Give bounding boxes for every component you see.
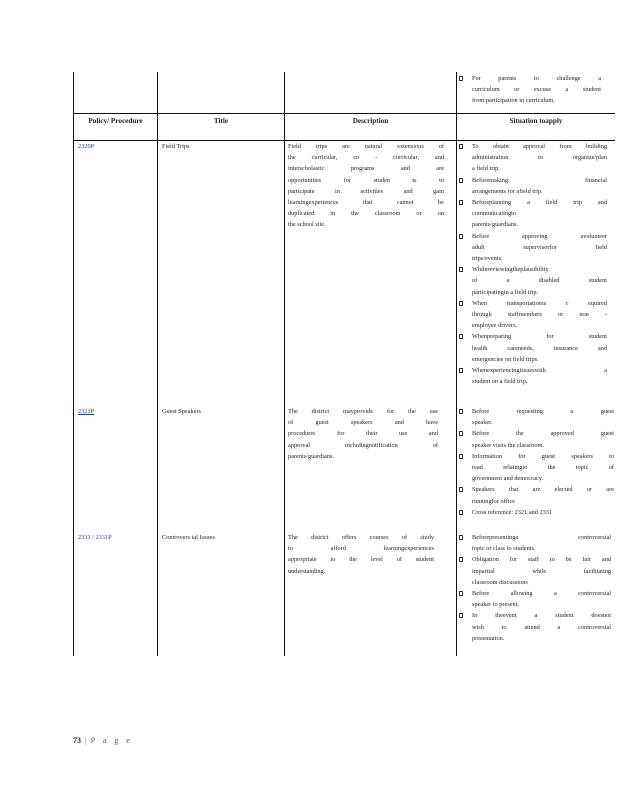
situation-list — [459, 406, 614, 518]
bullet-box-icon — [459, 487, 463, 492]
continued-situation-list — [459, 73, 601, 107]
situation-item — [459, 365, 607, 387]
column-header-situation: Situation toapply — [509, 117, 563, 125]
situation-item — [459, 331, 607, 365]
bullet-box-icon — [459, 368, 463, 373]
situation-line: Whenexperiencingissueswith a — [472, 367, 607, 375]
situation-line: speaker. — [472, 419, 493, 427]
situation-list — [459, 532, 611, 644]
situation-item — [459, 484, 614, 506]
page-number: 73 — [73, 736, 81, 745]
situation-line: employee drivers. — [472, 322, 518, 330]
bullet-box-icon — [459, 557, 463, 562]
situation-line: parents/guardians. — [472, 221, 518, 229]
situation-line: wish to attend a controversial — [472, 623, 611, 631]
policy-code: 2320P — [78, 143, 95, 150]
situation-line: administration to organize/plan — [472, 154, 607, 162]
table-border — [456, 72, 457, 656]
policy-title: Guest Speakers — [162, 408, 201, 415]
situation-line: Beforemaking financial — [472, 176, 607, 184]
bullet-box-icon — [459, 431, 463, 436]
bullet-box-icon — [459, 200, 463, 205]
situation-item — [459, 197, 607, 231]
situation-item — [459, 406, 614, 428]
situation-item — [459, 588, 611, 610]
situation-item — [459, 428, 614, 450]
situation-line: of a disabled student — [472, 277, 607, 285]
situation-line: In theevent a student doesnot — [472, 612, 611, 620]
situation-item — [459, 141, 607, 175]
situation-line: impartial while facilitating — [472, 567, 611, 575]
description-line: of guest speakers and have — [288, 419, 438, 427]
bullet-box-icon — [459, 535, 463, 540]
description-line: approval includingnotification of — [288, 441, 438, 449]
table-border — [73, 72, 74, 656]
page-label: P a g e — [90, 736, 133, 745]
table-border — [73, 113, 615, 114]
column-header-description: Description — [352, 117, 389, 125]
description-line: learningexperiences that cannot be — [288, 199, 444, 207]
situation-item — [459, 298, 607, 332]
bullet-box-icon — [459, 267, 463, 272]
bullet-box-icon — [459, 334, 463, 339]
column-header-policy: Policy/ Procedure — [88, 117, 143, 125]
bullet-box-icon — [459, 234, 463, 239]
situation-line: Before approving avolunteer — [472, 232, 607, 240]
situation-line: government and democracy. — [472, 475, 544, 483]
policy-title: Field Trips — [162, 143, 190, 150]
situation-item — [459, 610, 611, 644]
description-line: parents/guardians. — [288, 452, 334, 460]
footer-separator: | — [85, 736, 87, 745]
situation-line: arrangements for afield trip. — [472, 187, 543, 195]
description-line: The district offers courses of study — [288, 534, 434, 541]
description-line: understanding. — [288, 567, 326, 575]
situation-line: runningfor office — [472, 497, 516, 505]
situation-item — [459, 73, 601, 107]
bullet-box-icon — [459, 591, 463, 596]
bullet-box-icon — [459, 76, 463, 81]
bullet-box-icon — [459, 178, 463, 183]
bullet-box-icon — [459, 510, 463, 515]
situation-item — [459, 175, 607, 197]
description-line: opportunities for studen ts to — [288, 176, 444, 184]
policy-title: Controvers ial Issues — [162, 534, 215, 541]
description-line: duplicated in the classroom or on — [288, 210, 444, 218]
bullet-box-icon — [459, 454, 463, 459]
situation-line: Whilereviewingtheplausibility — [472, 266, 549, 274]
situation-line: Speakers that are elected or are — [472, 486, 614, 494]
bullet-box-icon — [459, 409, 463, 414]
situation-line: Beforeplanning a field trip and — [472, 199, 607, 207]
situation-line: Information for guest speakers to — [472, 452, 614, 460]
situation-line: topic or class to students. — [472, 545, 536, 553]
table-border — [157, 72, 158, 656]
situation-line: When transportationis r equired — [472, 299, 607, 307]
situation-item — [459, 532, 611, 554]
situation-line: classroom discussions — [472, 578, 528, 586]
situation-line: participatingin a field trip. — [472, 288, 539, 296]
situation-item — [459, 231, 607, 265]
situation-item — [459, 507, 614, 518]
policy-description — [288, 532, 434, 577]
situation-line: a field trip. — [472, 165, 500, 173]
situation-line: health careneeds, insurance and — [472, 344, 607, 352]
description-line: to afford learningexperiences — [288, 545, 434, 553]
situation-line: emergencies on field trips. — [472, 355, 539, 363]
situation-line: curriculum or excuse a student — [472, 86, 601, 94]
situation-line: speaker visits the classroom. — [472, 441, 545, 449]
situation-line: from participation in curriculum. — [472, 97, 555, 105]
situation-item — [459, 264, 607, 298]
situation-line: Obligation for staff to be fair and — [472, 556, 611, 564]
description-line: appropriate to the level of student — [288, 556, 434, 564]
situation-line: speaker to present. — [472, 601, 520, 609]
description-line: The district mayprovide for the use — [288, 408, 438, 415]
situation-line: Cross reference: 2321 and 2331 — [472, 508, 553, 516]
situation-line: For parents to challenge a — [472, 75, 601, 82]
situation-line: Before allowing a controversial — [472, 590, 611, 598]
situation-line: communicatingto — [472, 210, 517, 218]
policy-description — [288, 406, 438, 462]
situation-line: Beforepresentinga controversial — [472, 534, 611, 541]
policy-description — [288, 141, 444, 231]
situation-list — [459, 141, 607, 387]
table-border — [284, 72, 285, 656]
column-header-title: Title — [213, 117, 229, 125]
description-line: interscholastic programs and are — [288, 165, 444, 173]
situation-line: read relatingto the topic of — [472, 464, 614, 472]
policy-code-link[interactable]: 2321P — [78, 408, 95, 415]
page-footer — [73, 736, 133, 745]
situation-item — [459, 554, 611, 588]
situation-line: Whenpreparing for student — [472, 333, 607, 341]
situation-line: through staffmembers or non - — [472, 311, 607, 319]
description-line: the school site. — [288, 221, 326, 229]
description-line: the curricular, co - curricular, and — [288, 154, 444, 162]
situation-line: presentation. — [472, 634, 505, 642]
situation-line: adult supervisorfor field — [472, 243, 607, 251]
description-line: procedures for their use and — [288, 430, 438, 438]
description-line: Field trips are natural extensions of — [288, 143, 444, 150]
situation-line: trips/events. — [472, 255, 503, 263]
situation-line: To obtain approval from building — [472, 143, 607, 150]
situation-line: student on a field trip. — [472, 378, 528, 386]
policy-code: 2331 / 2331P — [78, 534, 112, 541]
description-line: participate in activities and gain — [288, 187, 444, 195]
bullet-box-icon — [459, 144, 463, 149]
situation-item — [459, 451, 614, 485]
bullet-box-icon — [459, 613, 463, 618]
bullet-box-icon — [459, 301, 463, 306]
situation-line: Before requesting a guest — [472, 408, 614, 415]
situation-line: Before the approved guest — [472, 430, 614, 438]
